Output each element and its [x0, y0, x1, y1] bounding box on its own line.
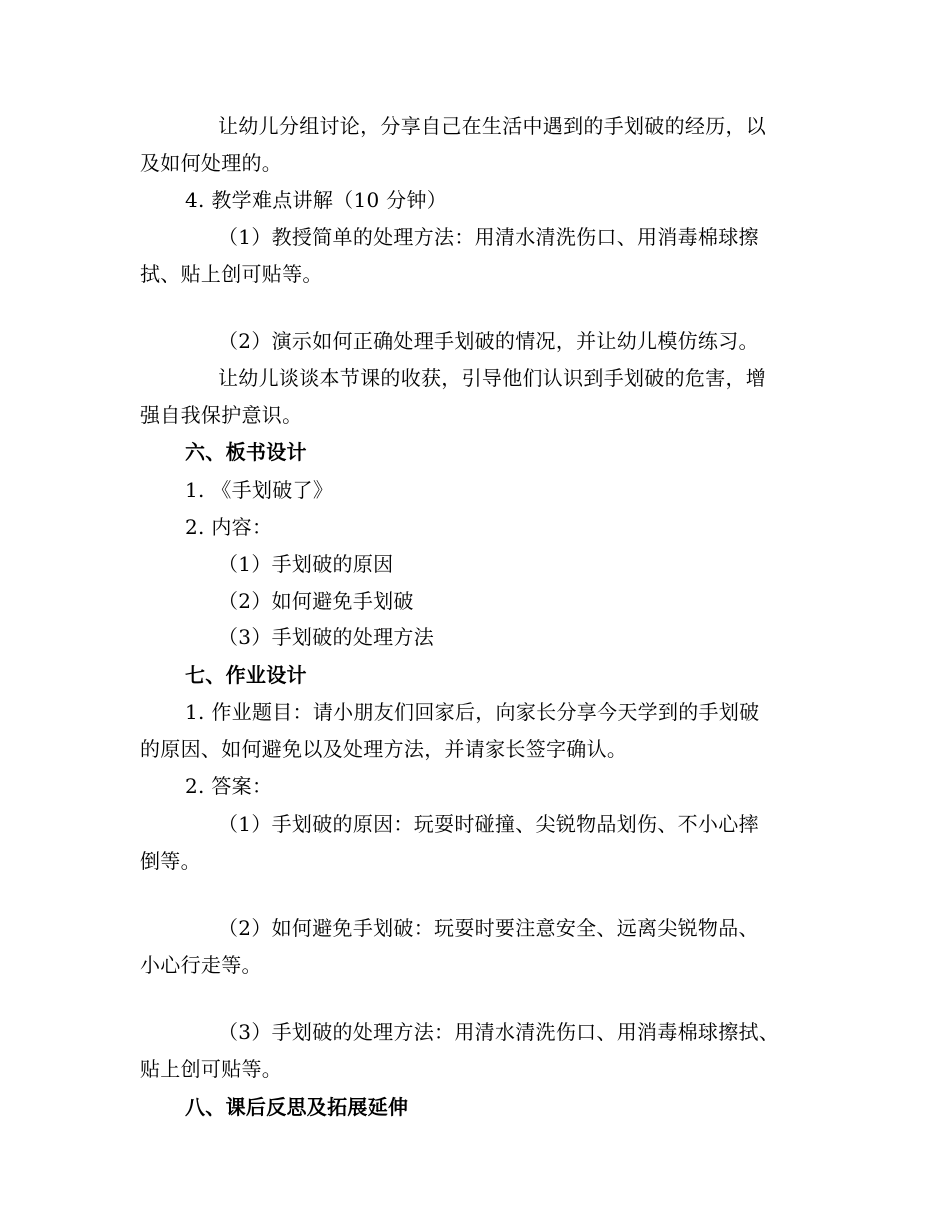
- paragraph-line: （2）如何避免手划破：玩耍时要注意安全、远离尖锐物品、: [218, 916, 759, 940]
- list-item: 1. 《手划破了》: [185, 478, 334, 502]
- paragraph-line: 让幼儿谈谈本节课的收获，引导他们认识到手划破的危害，增: [218, 366, 767, 390]
- paragraph-line: （3）手划破的处理方法：用清水清洗伤口、用消毒棉球擦拭、: [218, 1020, 780, 1044]
- paragraph-line: 贴上创可贴等。: [140, 1057, 283, 1081]
- list-item: （2）如何避免手划破: [218, 589, 414, 613]
- list-item: 2. 内容：: [185, 515, 273, 539]
- paragraph-line: 的原因、如何避免以及处理方法，并请家长签字确认。: [140, 737, 628, 761]
- paragraph-line: 强自我保护意识。: [140, 403, 303, 427]
- list-item: （3）手划破的处理方法: [218, 625, 435, 649]
- paragraph-line: （1）手划破的原因：玩耍时碰撞、尖锐物品划伤、不小心摔: [218, 812, 759, 836]
- section-heading: 七、作业设计: [185, 663, 307, 687]
- paragraph-line: 拭、贴上创可贴等。: [140, 262, 323, 286]
- paragraph-line: 让幼儿分组讨论，分享自己在生活中遇到的手划破的经历，以: [218, 114, 767, 138]
- list-item: 1. 作业题目：请小朋友们回家后，向家长分享今天学到的手划破: [185, 700, 760, 724]
- section-heading: 八、课后反思及拓展延伸: [185, 1095, 409, 1119]
- section-heading: 六、板书设计: [185, 440, 307, 464]
- paragraph-line: 小心行走等。: [140, 953, 262, 977]
- list-item: 2. 答案：: [185, 774, 273, 798]
- list-item: （1）手划破的原因: [218, 552, 394, 576]
- paragraph-line: 倒等。: [140, 849, 201, 873]
- list-item: 4. 教学难点讲解（10 分钟）: [185, 188, 448, 212]
- paragraph-line: 及如何处理的。: [140, 151, 283, 175]
- paragraph-line: （1）教授简单的处理方法：用清水清洗伤口、用消毒棉球擦: [218, 225, 759, 249]
- paragraph-line: （2）演示如何正确处理手划破的情况，并让幼儿模仿练习。: [218, 329, 759, 353]
